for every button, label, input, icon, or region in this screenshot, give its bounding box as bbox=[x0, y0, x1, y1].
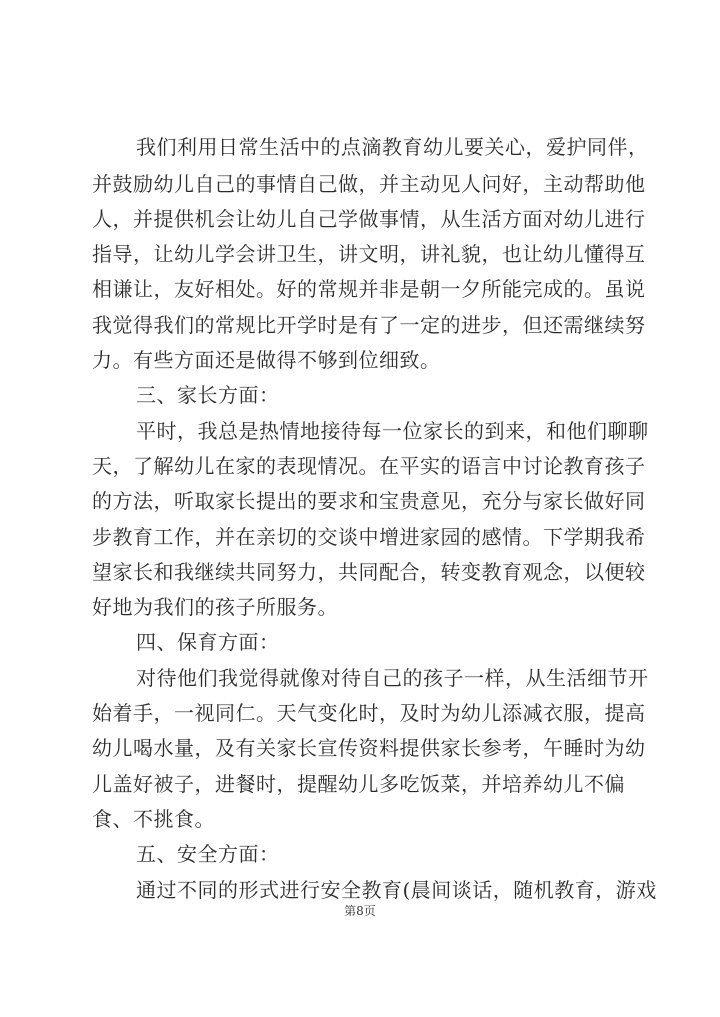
text-line-19: 儿盖好被子，进餐时，提醒幼儿多吃饭菜，并培养幼儿不偏 bbox=[92, 772, 625, 796]
text-line-9: 平时，我总是热情地接待每一位家长的到来，和他们聊聊 bbox=[136, 419, 649, 443]
section-heading-care: 四、保育方面： bbox=[136, 630, 280, 654]
text-line-11: 的方法，听取家长提出的要求和宝贵意见，充分与家长做好同 bbox=[92, 489, 646, 513]
text-line-6: 我觉得我们的常规比开学时是有了一定的进步，但还需继续努 bbox=[92, 313, 646, 337]
text-line-22: 通过不同的形式进行安全教育(晨间谈话，随机教育，游戏 bbox=[136, 878, 657, 902]
text-line-16: 对待他们我觉得就像对待自己的孩子一样，从生活细节开 bbox=[136, 666, 649, 690]
page-number: 第8页 bbox=[344, 904, 376, 918]
text-line-4: 指导，让幼儿学会讲卫生，讲文明，讲礼貌，也让幼儿懂得互 bbox=[92, 242, 646, 266]
text-line-7: 力。有些方面还是做得不够到位细致。 bbox=[92, 348, 441, 372]
section-heading-parents: 三、家长方面： bbox=[136, 383, 280, 407]
text-line-5: 相谦让，友好相处。好的常规并非是朝一夕所能完成的。虽说 bbox=[92, 277, 646, 301]
section-heading-safety: 五、安全方面： bbox=[136, 842, 280, 866]
text-line-18: 幼儿喝水量，及有关家长宣传资料提供家长参考，午睡时为幼 bbox=[92, 736, 646, 760]
text-line-2: 并鼓励幼儿自己的事情自己做，并主动见人问好，主动帮助他 bbox=[92, 172, 646, 196]
text-line-20: 食、不挑食。 bbox=[92, 807, 215, 831]
text-line-13: 望家长和我继续共同努力，共同配合，转变教育观念，以便较 bbox=[92, 560, 646, 584]
text-line-1: 我们利用日常生活中的点滴教育幼儿要关心，爱护同伴， bbox=[136, 135, 649, 159]
text-line-10: 天，了解幼儿在家的表现情况。在平实的语言中讨论教育孩子 bbox=[92, 454, 646, 478]
text-line-14: 好地为我们的孩子所服务。 bbox=[92, 595, 338, 619]
text-line-12: 步教育工作，并在亲切的交谈中增进家园的感情。下学期我希 bbox=[92, 525, 646, 549]
text-line-3: 人，并提供机会让幼儿自己学做事情，从生活方面对幼儿进行 bbox=[92, 207, 646, 231]
text-line-17: 始着手，一视同仁。天气变化时，及时为幼儿添减衣服，提高 bbox=[92, 701, 646, 725]
